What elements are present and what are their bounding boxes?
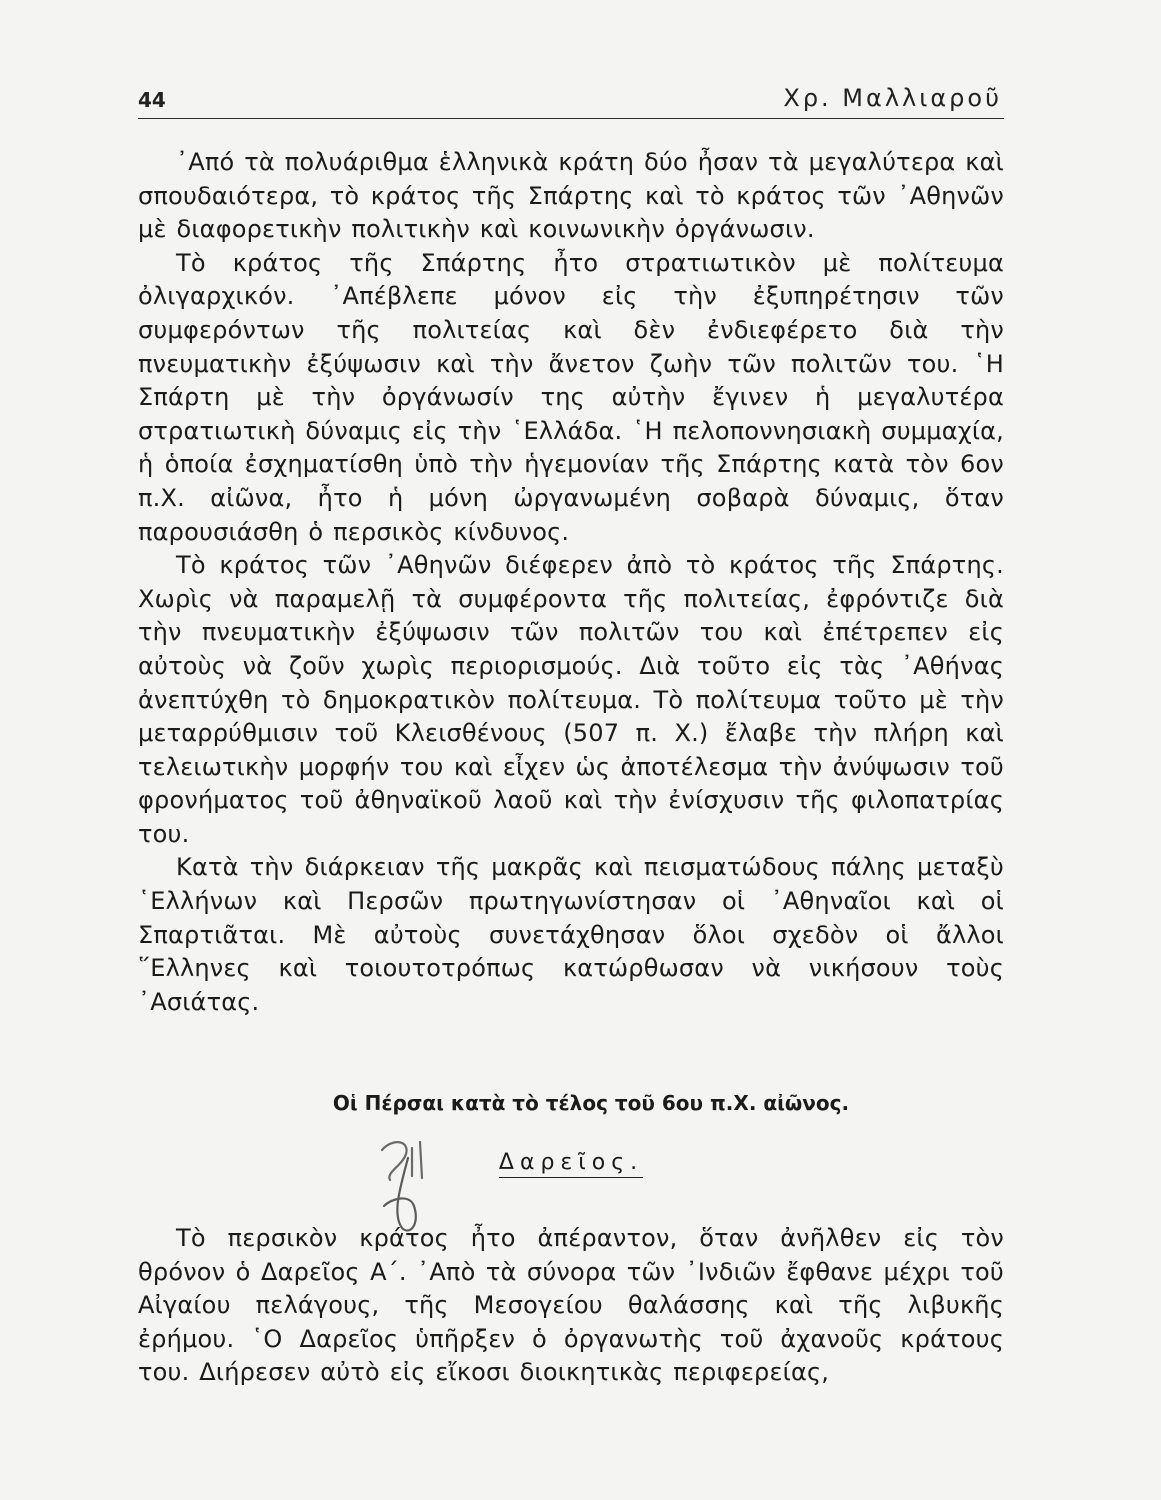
subsection-heading-wrap	[138, 1150, 1004, 1175]
paragraph: Τὸ κράτος τῶν ᾿Αθηνῶν διέφερεν ἀπὸ τὸ κράτος τῆς Σπάρτης. Χωρὶς νὰ παραμελῇ τὰ συμφέροντα τῆς πολιτείας, ἐφρόντιζε διὰ τὴν πνευματικὴν ἐξύψωσιν τῶν πολιτῶν του καὶ ἐπέτρεπεν εἰς αὐτοὺς νὰ ζοῦν χωρὶς περιορισμούς. Διὰ τοῦτο εἰς τὰς ᾿Αθήνας ἀνεπτύχθη τὸ δημοκρατικὸν πολίτευμα. Τὸ πολίτευμα τοῦτο μὲ τὴν μεταρρύθμισιν τοῦ Κλεισθένους (507 π. Χ.) ἔλαβε τὴν πλήρη καὶ τελειωτικὴν μορφήν του καὶ εἶχεν ὡς ἀποτέλεσμα τὴν ἀνύψωσιν τοῦ φρονήματος τοῦ ἀθηναϊκοῦ λαοῦ καὶ τὴν ἐνίσχυσιν τῆς φιλοπατρίας του.	[138, 551, 1004, 848]
section-heading: Οἱ Πέρσαι κατὰ τὸ τέλος τοῦ 6ου π.Χ. αἰῶνος.	[332, 1091, 850, 1115]
main-text	[138, 146, 1004, 1019]
paragraph: Τὸ περσικὸν κράτος ἦτο ἀπέραντον, ὅταν ἀνῆλθεν εἰς τὸν θρόνον ὁ Δαρεῖος Α΄. ᾿Απὸ τὰ σύνορα τῶν ᾿Ινδιῶν ἔφθανε μέχρι τοῦ Αἰγαίου πελάγους, τῆς Μεσογείου θαλάσσης καὶ τῆς λιβυκῆς ἐρήμου. ῾Ο Δαρεῖος ὑπῆρξεν ὁ ὀργανωτὴς τοῦ ἀχανοῦς κράτους του. Διήρεσεν αὐτὸ εἰς εἴκοσι διοικητικὰς περιφερείας,	[138, 1224, 1004, 1387]
page-header	[138, 82, 1004, 119]
paragraph: ᾿Από τὰ πολυάριθμα ἑλληνικὰ κράτη δύο ἦσαν τὰ μεγαλύτερα καὶ σπουδαιότερα, τὸ κράτος τῆς Σπάρτης καὶ τὸ κράτος τῶν ᾿Αθηνῶν μὲ διαφορετικὴν πολιτικὴν καὶ κοινωνικὴν ὀργάνωσιν.	[138, 148, 1004, 244]
subsection-heading: Δαρεῖος.	[499, 1150, 643, 1178]
paragraph: Κατὰ τὴν διάρκειαν τῆς μακρᾶς καὶ πεισματώδους πάλης μεταξὺ ῾Ελλήνων καὶ Περσῶν πρωτηγωνίστησαν οἱ ᾿Αθηναῖοι καὶ οἱ Σπαρτιᾶται. Μὲ αὐτοὺς συνετάχθησαν ὅλοι σχεδὸν οἱ ἄλλοι ῞Ελληνες καὶ τοιουτοτρόπως κατώρθωσαν νὰ νικήσουν τοὺς ᾿Ασιάτας.	[138, 853, 1004, 1016]
running-head-author: Χρ. Μαλλιαροῦ	[783, 84, 1002, 112]
page-number: 44	[138, 88, 166, 112]
main-text-continued	[138, 1222, 1004, 1390]
paragraph: Τὸ κράτος τῆς Σπάρτης ἦτο στρατιωτικὸν μὲ πολίτευμα ὀλιγαρχικόν. ᾿Απέβλεπε μόνον εἰς τὴν ἐξυπηρέτησιν τῶν συμφερόντων τῆς πολιτείας καὶ δὲν ἐνδιεφέρετο διὰ τὴν πνευματικὴν ἐξύψωσιν καὶ τὴν ἄνετον ζωὴν τῶν πολιτῶν του. ῾Η Σπάρτη μὲ τὴν ὀργάνωσίν της αὐτὴν ἔγινεν ἡ μεγαλυτέρα στρατιωτικὴ δύναμις εἰς τὴν ῾Ελλάδα. ῾Η πελοποννησιακὴ συμμαχία, ἡ ὁποία ἐσχηματίσθη ὑπὸ τὴν ἡγεμονίαν τῆς Σπάρτης κατὰ τὸν 6ον π.Χ. αἰῶνα, ἦτο ἡ μόνη ὠργανωμένη σοβαρὰ δύναμις, ὅταν παρουσιάσθη ὁ περσικὸς κίνδυνος.	[138, 248, 1004, 546]
